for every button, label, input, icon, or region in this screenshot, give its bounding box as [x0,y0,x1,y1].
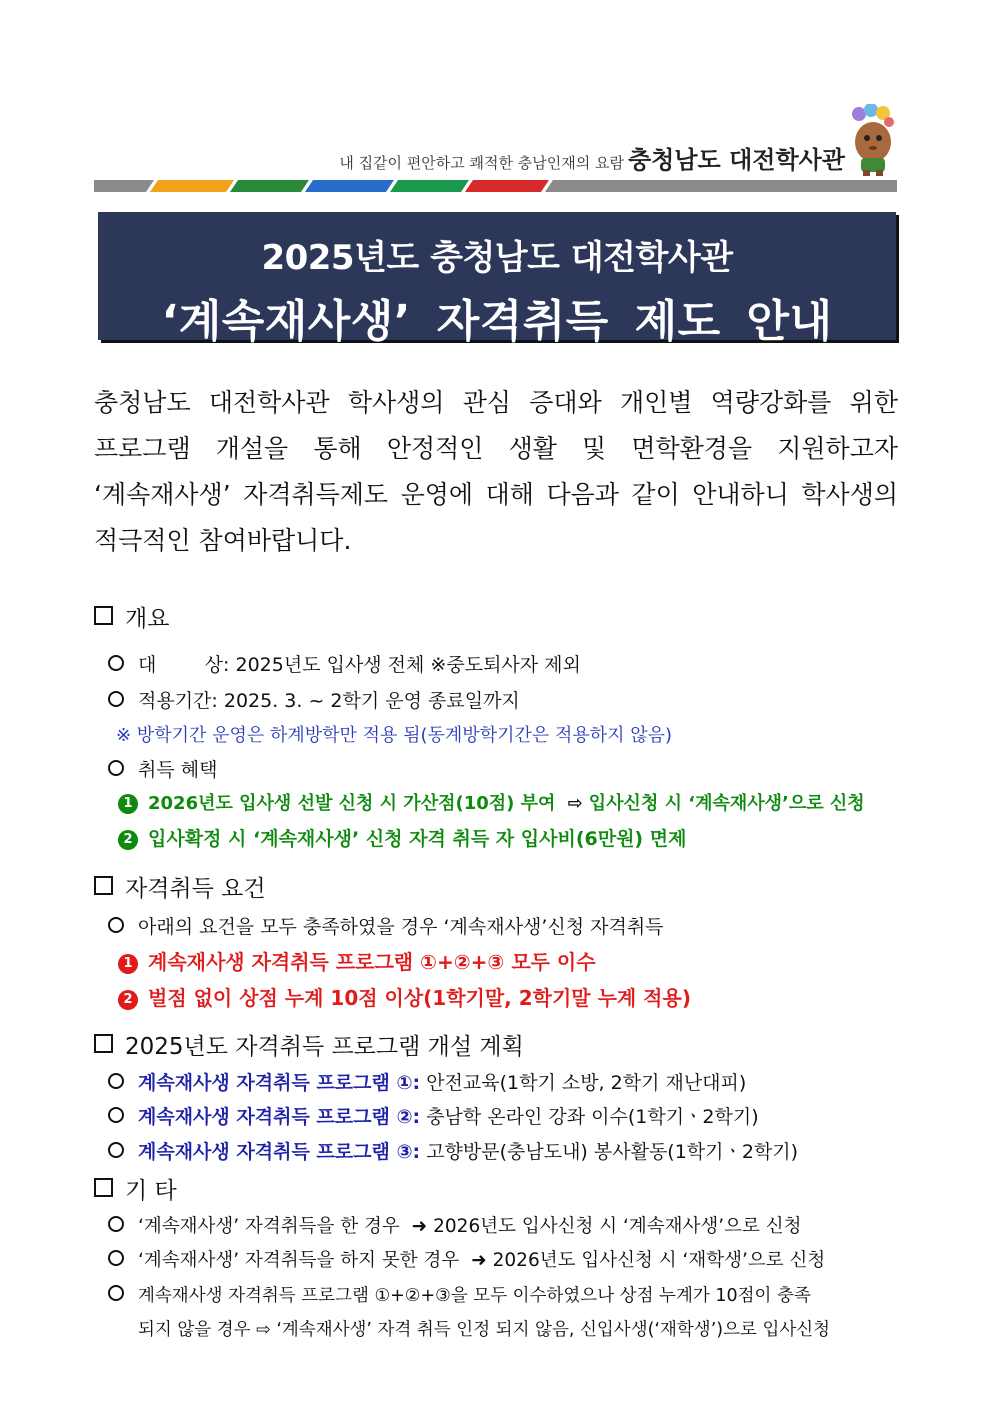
circle-bullet-icon [108,691,124,707]
section-etc-heading [94,1172,177,1205]
circle-bullet-icon [108,1216,124,1232]
circle-bullet-icon [108,1107,124,1123]
circle-bullet-icon [108,1250,124,1266]
requirements-condition [108,912,664,939]
period-value: 2025. 3. ~ 2학기 운영 종료일까지 [223,690,520,712]
title-banner [98,212,896,347]
org-name: 충청남도 대전학사관 [627,146,845,174]
circle-bullet-icon [108,1142,124,1158]
circle-bullet-icon [108,1073,124,1089]
number-two-icon: 2 [118,990,138,1010]
header-slogan [339,140,845,175]
etc-item-1 [108,1212,801,1238]
etc-item-2 [108,1246,825,1272]
section-title: 자격취득 요건 [125,876,266,902]
section-title: 2025년도 자격취득 프로그램 개설 계획 [125,1034,524,1060]
checkbox-square-icon [94,876,113,895]
circle-bullet-icon [108,760,124,776]
etc-item-1-result: 2026년도 입사신청 시 ‘계속재사생’으로 신청 [433,1216,802,1237]
intro-line: 적극적인 참여바랍니다. [94,526,352,555]
section-requirements-heading [94,870,266,903]
overview-period [108,686,520,713]
circle-bullet-icon [108,1285,124,1301]
hollow-arrow-icon: ⇨ [567,793,583,814]
checkbox-square-icon [94,1034,113,1053]
plan-item-value: 충남학 온라인 강좌 이수(1학기ㆍ2학기) [426,1106,759,1128]
plan-item-value: 고향방문(충남도내) 봉사활동(1학기ㆍ2학기) [426,1141,799,1163]
title-line2: ‘계속재사생’ 자격취득 제도 안내 [161,296,833,347]
target-value: 2025년도 입사생 전체 ※중도퇴사자 제외 [235,654,581,676]
benefit-2-text: 입사확정 시 ‘계속재사생’ 신청 자격 취득 자 입사비(6만원) 면제 [148,828,687,850]
section-title: 기 타 [125,1178,177,1204]
plan-item-value: 안전교육(1학기 소방, 2학기 재난대피) [426,1072,747,1094]
etc-item-3 [108,1282,811,1307]
plan-item-label: 계속재사생 자격취득 프로그램 ②: [138,1106,421,1128]
mascot-icon [849,104,897,176]
section-plan-heading [94,1028,524,1061]
requirement-1-text: 계속재사생 자격취득 프로그램 ①+②+③ 모두 이수 [148,950,596,974]
benefit-1 [118,789,865,815]
period-label: 적용기간: [138,690,218,712]
benefit-1-text: 2026년도 입사생 선발 신청 시 가산점(10점) 부여 [148,793,556,814]
right-arrow-icon: ➜ [411,1216,428,1237]
etc-item-3-continued: 되지 않을 경우 ⇨ ‘계속재사생’ 자격 취득 인정 되지 않음, 신입사생(‘재학생’)으로 입사신청 [138,1320,831,1340]
number-one-icon: 1 [118,794,138,814]
page-header [94,100,897,192]
right-arrow-icon: ➜ [471,1250,487,1271]
intro-line: 충청남도 대전학사관 학사생의 관심 증대와 개인별 역량강화를 위한 [94,388,898,417]
condition-text: 아래의 요건을 모두 충족하였을 경우 ‘계속재사생’신청 자격취득 [138,916,664,938]
benefit-2 [118,824,686,851]
overview-benefits [108,755,217,782]
plan-item-label: 계속재사생 자격취득 프로그램 ①: [138,1072,421,1094]
intro-line: ‘계속재사생’ 자격취득제도 운영에 대해 다음과 같이 안내하니 학사생의 [94,480,898,509]
requirement-2-text: 벌점 없이 상점 누계 10점 이상(1학기말, 2학기말 누계 적용) [148,986,691,1010]
section-title: 개요 [125,606,170,632]
section-overview-heading [94,600,169,633]
checkbox-square-icon [94,606,113,625]
plan-item [108,1137,798,1164]
intro-line: 프로그램 개설을 통해 안정적인 생활 및 면학환경을 지원하고자 [94,434,898,463]
requirement-1 [118,946,596,975]
benefits-label: 취득 혜택 [138,759,218,781]
circle-bullet-icon [108,917,124,933]
header-stripe [94,180,897,192]
circle-bullet-icon [108,655,124,671]
benefit-1-tail: 입사신청 시 ‘계속재사생’으로 신청 [588,793,865,814]
etc-item-2-result: 2026년도 입사신청 시 ‘재학생’으로 신청 [492,1250,826,1271]
etc-item-2-condition: ‘계속재사생’ 자격취득을 하지 못한 경우 [138,1250,460,1271]
target-label: 대 상: [138,654,230,676]
title-line1: 2025년도 충청남도 대전학사관 [261,238,733,278]
plan-item [108,1068,746,1095]
number-one-icon: 1 [118,954,138,974]
intro-paragraph [94,380,898,564]
checkbox-square-icon [94,1178,113,1197]
overview-note: ※ 방학기간 운영은 하계방학만 적용 됨(동계방학기간은 적용하지 않음) [116,725,673,746]
etc-item-1-condition: ‘계속재사생’ 자격취득을 한 경우 [138,1216,400,1237]
overview-target [108,650,581,677]
etc-item-3-line1: 계속재사생 자격취득 프로그램 ①+②+③을 모두 이수하였으나 상점 누계가 10점이 충족 [138,1286,811,1306]
plan-item-label: 계속재사생 자격취득 프로그램 ③: [138,1141,421,1163]
requirement-2 [118,982,691,1011]
number-two-icon: 2 [118,830,138,850]
slogan-text: 내 집같이 편안하고 쾌적한 충남인재의 요람 [339,154,624,172]
plan-item [108,1102,759,1129]
